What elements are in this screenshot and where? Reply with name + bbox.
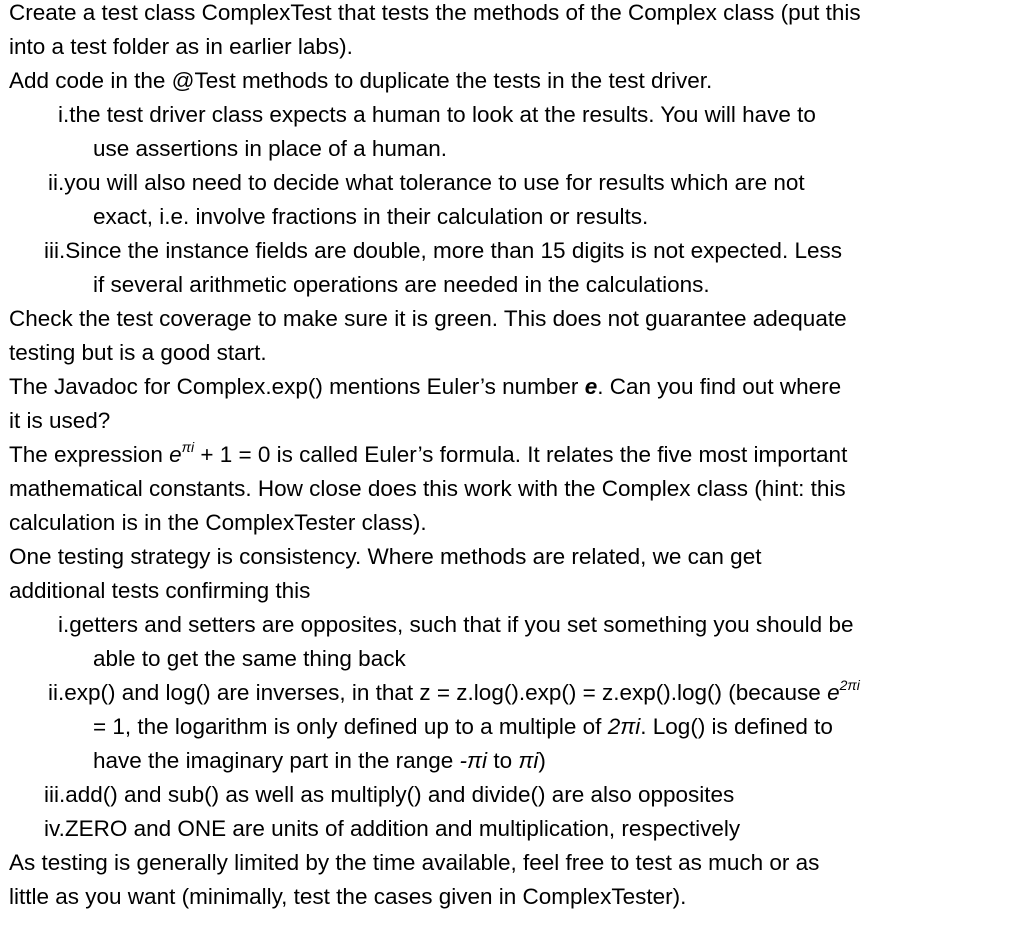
list-text: Since the instance fields are double, more than 15 digits is not expected. Less	[65, 238, 842, 263]
p1-line2: into a test folder as in earlier labs).	[9, 34, 353, 59]
p6-item1-line1	[58, 608, 853, 642]
formula-e: e	[827, 680, 840, 705]
list-number: ii.	[48, 170, 65, 195]
p7-line2: little as you want (minimally, test the cases given in ComplexTester).	[9, 884, 687, 909]
p4-text-pre: The Javadoc for Complex.exp() mentions Euler’s number	[9, 374, 585, 399]
list-text: )	[538, 748, 546, 773]
list-text: ZERO and ONE are units of addition and multiplication, respectively	[64, 816, 741, 841]
list-text: = 1, the logarithm is only defined up to a multiple of	[93, 714, 608, 739]
p6-item1-line2: able to get the same thing back	[93, 646, 406, 671]
list-number: iii.	[44, 238, 66, 263]
p6-item2-line1	[48, 676, 860, 710]
formula-exponent: πi	[181, 438, 195, 455]
list-text: to	[487, 748, 519, 773]
p4-line1	[9, 370, 841, 404]
list-number: i.	[58, 102, 70, 127]
euler-e: e	[584, 374, 598, 399]
list-number: i.	[58, 612, 70, 637]
p3-line1: Check the test coverage to make sure it is green. This does not guarantee adequate	[9, 306, 847, 331]
math-italic: -πi	[459, 748, 488, 773]
p2-item2-line2: exact, i.e. involve fractions in their calculation or results.	[93, 204, 649, 229]
list-text: exp() and log() are inverses, in that z = z.log().exp() = z.exp().log() (because	[64, 680, 828, 705]
p4-text-post: . Can you find out where	[597, 374, 842, 399]
p7-line1: As testing is generally limited by the time available, feel free to test as much or as	[9, 850, 820, 875]
p5-line1	[9, 438, 847, 472]
p5-text-pre: The expression	[9, 442, 170, 467]
p4-line2: it is used?	[9, 408, 111, 433]
list-text: . Log() is defined to	[640, 714, 833, 739]
p2-item3-line1	[44, 234, 842, 268]
p5-line3: calculation is in the ComplexTester class).	[9, 510, 427, 535]
list-number: iii.	[44, 782, 66, 807]
math-italic: πi	[518, 748, 539, 773]
p3-line2: testing but is a good start.	[9, 340, 267, 365]
p6-line2: additional tests confirming this	[9, 578, 311, 603]
p5-line2: mathematical constants. How close does this work with the Complex class (hint: this	[9, 476, 846, 501]
math-italic: 2πi	[607, 714, 641, 739]
p6-line1: One testing strategy is consistency. Where methods are related, we can get	[9, 544, 762, 569]
list-text: add() and sub() as well as multiply() and divide() are also opposites	[65, 782, 735, 807]
list-text: getters and setters are opposites, such that if you set something you should be	[69, 612, 854, 637]
p2-line1: Add code in the @Test methods to duplicate the tests in the test driver.	[9, 68, 713, 93]
p2-item1-line1	[58, 98, 816, 132]
p5-text-post: + 1 = 0 is called Euler’s formula. It relates the five most important	[194, 442, 848, 467]
p6-item4-line1	[44, 812, 740, 846]
formula-e: e	[169, 442, 182, 467]
list-text: have the imaginary part in the range	[93, 748, 460, 773]
p6-item2-line3	[93, 744, 546, 778]
list-text: you will also need to decide what tolerance to use for results which are not	[64, 170, 805, 195]
p2-item1-line2: use assertions in place of a human.	[93, 136, 447, 161]
list-number: iv.	[44, 816, 65, 841]
p1-line1: Create a test class ComplexTest that tests the methods of the Complex class (put this	[9, 0, 861, 25]
p6-item2-line2	[93, 710, 833, 744]
p2-item2-line1	[48, 166, 805, 200]
formula-exponent: 2πi	[839, 676, 860, 693]
list-text: the test driver class expects a human to look at the results. You will have to	[69, 102, 816, 127]
p6-item3-line1	[44, 778, 734, 812]
list-number: ii.	[48, 680, 65, 705]
p2-item3-line2: if several arithmetic operations are needed in the calculations.	[93, 272, 710, 297]
